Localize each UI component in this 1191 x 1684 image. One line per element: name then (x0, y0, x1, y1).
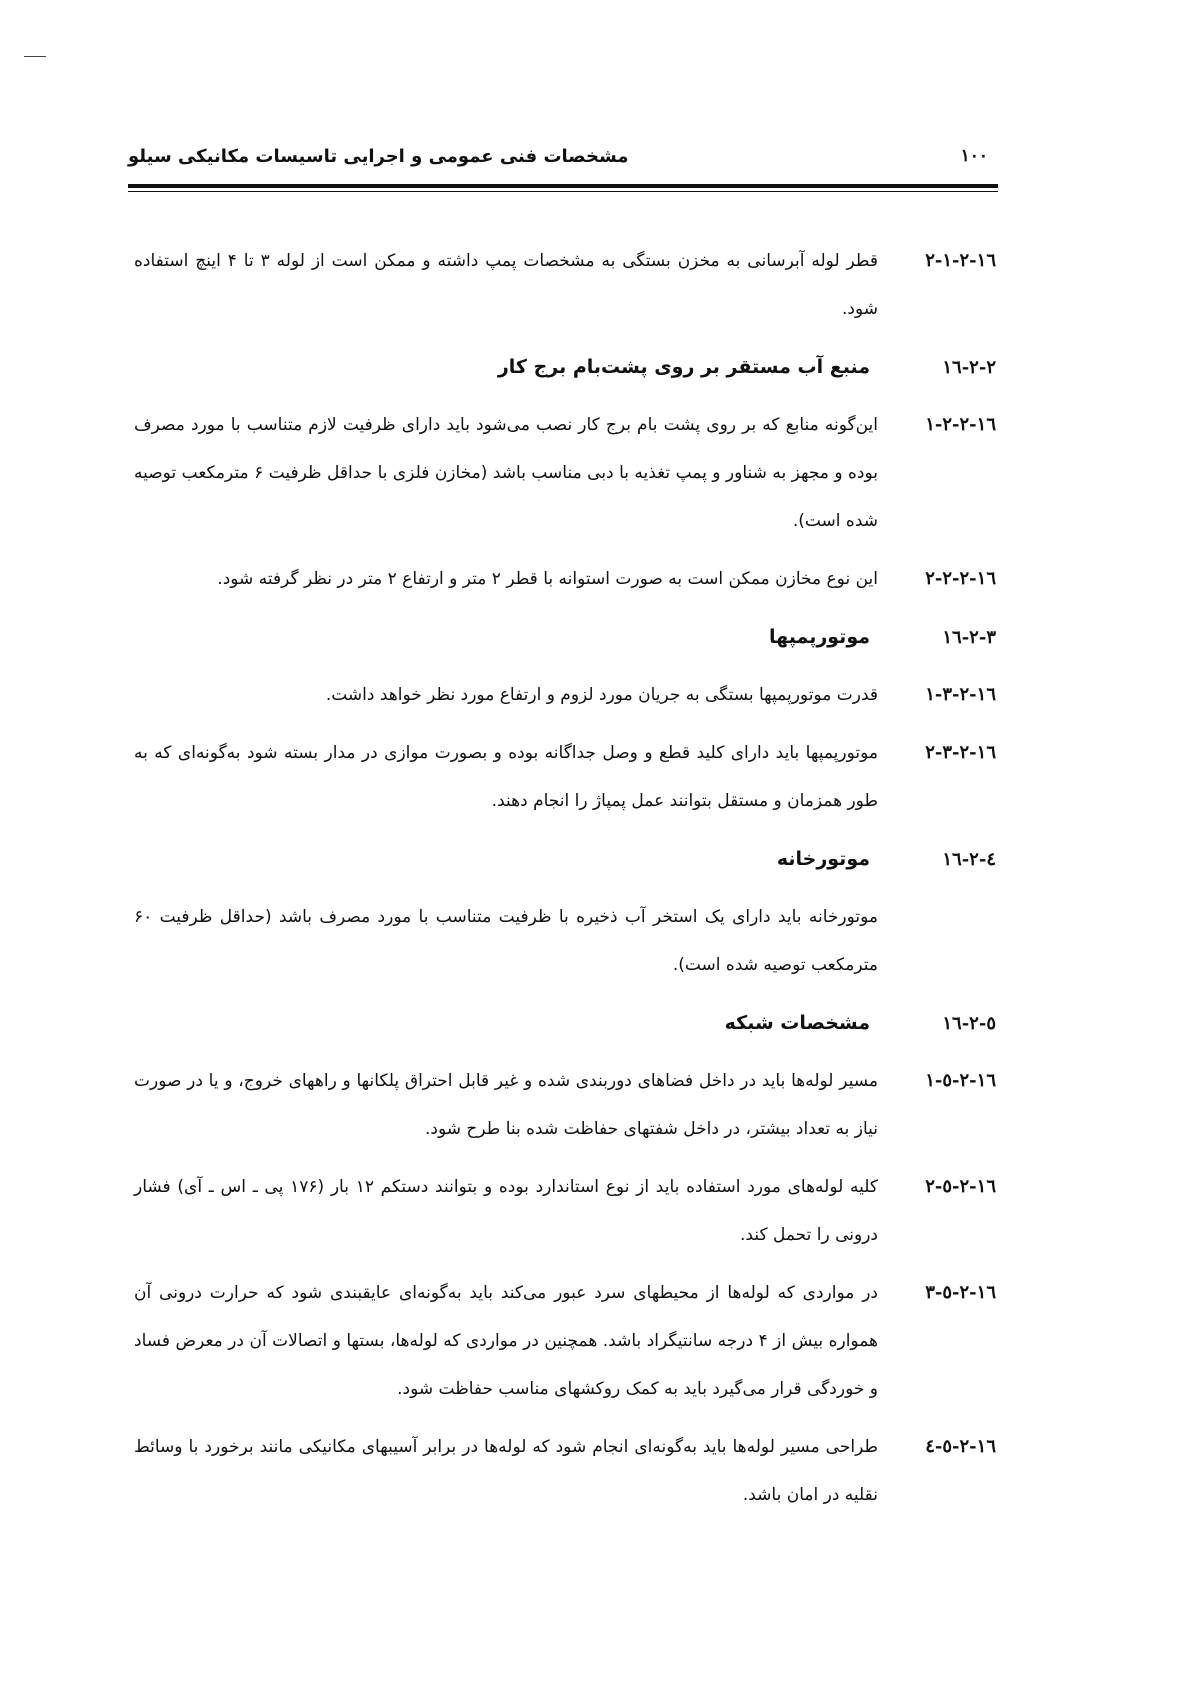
clause-number: ١٦-٢-٥-٢ (925, 1176, 996, 1197)
page-header (128, 140, 998, 200)
clause-16-2-5-1 (134, 1057, 996, 1153)
clause-text: طراحی مسیر لوله‌ها باید به‌گونه‌ای انجام شود که لوله‌ها در برابر آسیبهای مکانیکی مانند برخورد با وسائط نقلیه در امان باشد. (134, 1437, 878, 1505)
clause-text: قطر لوله آبرسانی به مخزن بستگی به مشخصات پمپ داشته و ممکن است از لوله ۳ تا ۴ اینچ استفاده شود. (134, 251, 878, 319)
clause-text: موتورپمپها باید دارای کلید قطع و وصل جداگانه بوده و بصورت موازی در مدار بسته شود به‌گونه‌ای که به طور همزمان و مستقل بتوانند عمل پمپاژ را انجام دهند. (134, 743, 878, 811)
clause-text: مسیر لوله‌ها باید در داخل فضاهای دوربندی شده و غیر قابل احتراق پلکانها و راههای خروج، و یا در صورت نیاز به تعداد بیشتر، در داخل شفتهای حفاظت شده بنا طرح شود. (134, 1071, 878, 1139)
clause-number: ١٦-٢-٥-٤ (925, 1436, 996, 1457)
clause-16-2-3-1 (134, 671, 996, 719)
page-body (134, 237, 996, 1529)
section-heading: موتورپمپها (769, 626, 870, 648)
clause-16-2-5-2 (134, 1163, 996, 1259)
clause-number: ١٦-٢-٥-٣ (925, 1282, 996, 1303)
running-title: مشخصات فنی عمومی و اجرایی تاسیسات مکانیکی سیلو (128, 146, 629, 167)
clause-16-2-2-1 (134, 401, 996, 545)
clause-number: ١٦-٢-٢-١ (925, 414, 996, 435)
margin-dash (24, 56, 46, 57)
clause-text: در مواردی که لوله‌ها از محیطهای سرد عبور می‌کند باید به‌گونه‌ای عایقبندی شود که حرارت درونی آن همواره بیش از ۴ درجه سانتیگراد باشد. همچنین در مواردی که لوله‌ها، بستها و اتصالات آن در معرض فساد و خوردگی قرار می‌گیرد باید به کمک روکشهای مناسب حفاظت شود. (134, 1283, 878, 1399)
header-rule-thin (128, 191, 998, 192)
section-16-2-4 (134, 835, 996, 883)
section-number: ٢-٢-١٦ (942, 356, 996, 378)
section-16-2-3 (134, 613, 996, 661)
section-body-text: موتورخانه باید دارای یک استخر آب ذخیره با ظرفیت متناسب با مورد مصرف باشد (حداقل ظرفیت ۶۰ مترمکعب توصیه شده است). (134, 907, 878, 975)
clause-number: ١٦-٢-٥-١ (925, 1070, 996, 1091)
section-heading: منبع آب مستقر بر روی پشت‌بام برج کار (497, 356, 870, 378)
clause-text: این‌گونه منابع که بر روی پشت بام برج کار نصب می‌شود باید دارای ظرفیت لازم متناسب با مورد مصرف بوده و مجهز به شناور و پمپ تغذیه با دبی مناسب باشد (مخازن فلزی با حداقل ظرفیت ۶ مترمکعب توصیه شده است). (134, 415, 878, 531)
clause-number: ١٦-٢-١-٢ (925, 250, 996, 271)
clause-16-2-5-4 (134, 1423, 996, 1519)
section-16-2-5 (134, 999, 996, 1047)
section-16-2-2 (134, 343, 996, 391)
clause-text: کلیه لوله‌های مورد استفاده باید از نوع استاندارد بوده و بتوانند دستکم ۱۲ بار (۱۷۶ پی ـ اس ـ آی) فشار درونی را تحمل کند. (134, 1177, 878, 1245)
clause-number: ١٦-٢-٢-٢ (925, 568, 996, 589)
clause-number: ١٦-٢-٣-١ (925, 684, 996, 705)
clause-16-2-3-2 (134, 729, 996, 825)
clause-text: قدرت موتورپمپها بستگی به جریان مورد لزوم و ارتفاع مورد نظر خواهد داشت. (325, 685, 878, 705)
header-rule-thick (128, 184, 998, 188)
clause-16-2-2-2 (134, 555, 996, 603)
clause-16-2-5-3 (134, 1269, 996, 1413)
section-heading: موتورخانه (776, 848, 870, 870)
clause-number: ١٦-٢-٣-٢ (925, 742, 996, 763)
section-number: ٣-٢-١٦ (942, 626, 996, 648)
section-number: ٤-٢-١٦ (942, 848, 996, 870)
clause-16-2-1-2 (134, 237, 996, 333)
section-number: ٥-٢-١٦ (942, 1012, 996, 1034)
section-heading: مشخصات شبکه (724, 1012, 870, 1034)
page-number: ۱۰۰ (960, 146, 988, 166)
clause-text: این نوع مخازن ممکن است به صورت استوانه با قطر ۲ متر و ارتفاع ۲ متر در نظر گرفته شود. (217, 569, 878, 589)
